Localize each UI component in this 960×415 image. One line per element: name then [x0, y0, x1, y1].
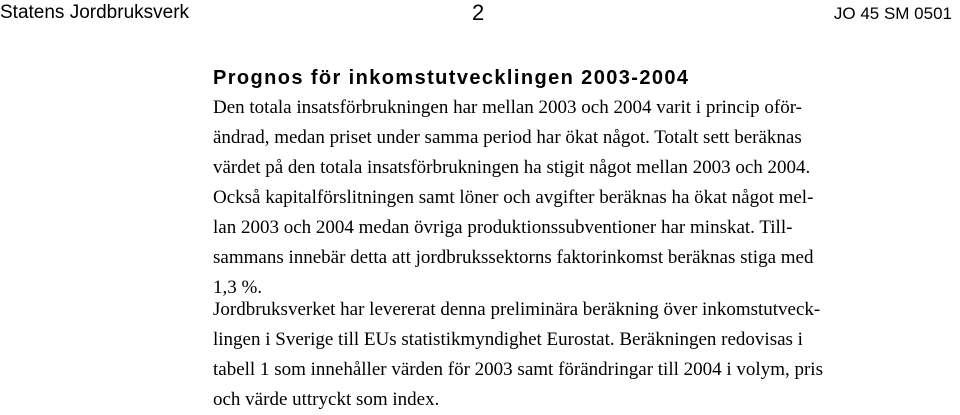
paragraph-line: tabell 1 som innehåller värden för 2003 samt förändringar till 2004 i volym, pris — [213, 359, 823, 380]
paragraph-line: 1,3 %. — [213, 277, 263, 298]
page-header — [0, 0, 960, 30]
header-org: Statens Jordbruksverk — [0, 2, 190, 23]
paragraph-1 — [213, 93, 958, 303]
header-page-number: 2 — [472, 0, 485, 25]
paragraph-line: och värde uttryckt som index. — [213, 389, 440, 410]
paragraph-line: lan 2003 och 2004 medan övriga produktionssubventioner har minskat. Till- — [213, 217, 793, 238]
paragraph-line: sammans innebär detta att jordbrukssektorns faktorinkomst beräknas stiga med — [213, 247, 814, 268]
paragraph-line: Den totala insatsförbrukningen har mellan 2003 och 2004 varit i princip oför- — [213, 97, 802, 118]
paragraph-line: ändrad, medan priset under samma period har ökat något. Totalt sett beräknas — [213, 127, 802, 148]
paragraph-line: värdet på den totala insatsförbrukningen ha stigit något mellan 2003 och 2004. — [213, 157, 811, 178]
header-doc-code: JO 45 SM 0501 — [833, 4, 952, 23]
paragraph-line: lingen i Sverige till EUs statistikmyndighet Eurostat. Beräkningen redovisas i — [213, 329, 803, 350]
paragraph-line: Också kapitalförslitningen samt löner och avgifter beräknas ha ökat något mel- — [213, 187, 814, 208]
section-title: Prognos för inkomstutvecklingen 2003-2004 — [213, 67, 690, 89]
paragraph-2 — [213, 295, 958, 415]
paragraph-line: Jordbruksverket har levererat denna preliminära beräkning över inkomstutveck- — [213, 299, 821, 320]
